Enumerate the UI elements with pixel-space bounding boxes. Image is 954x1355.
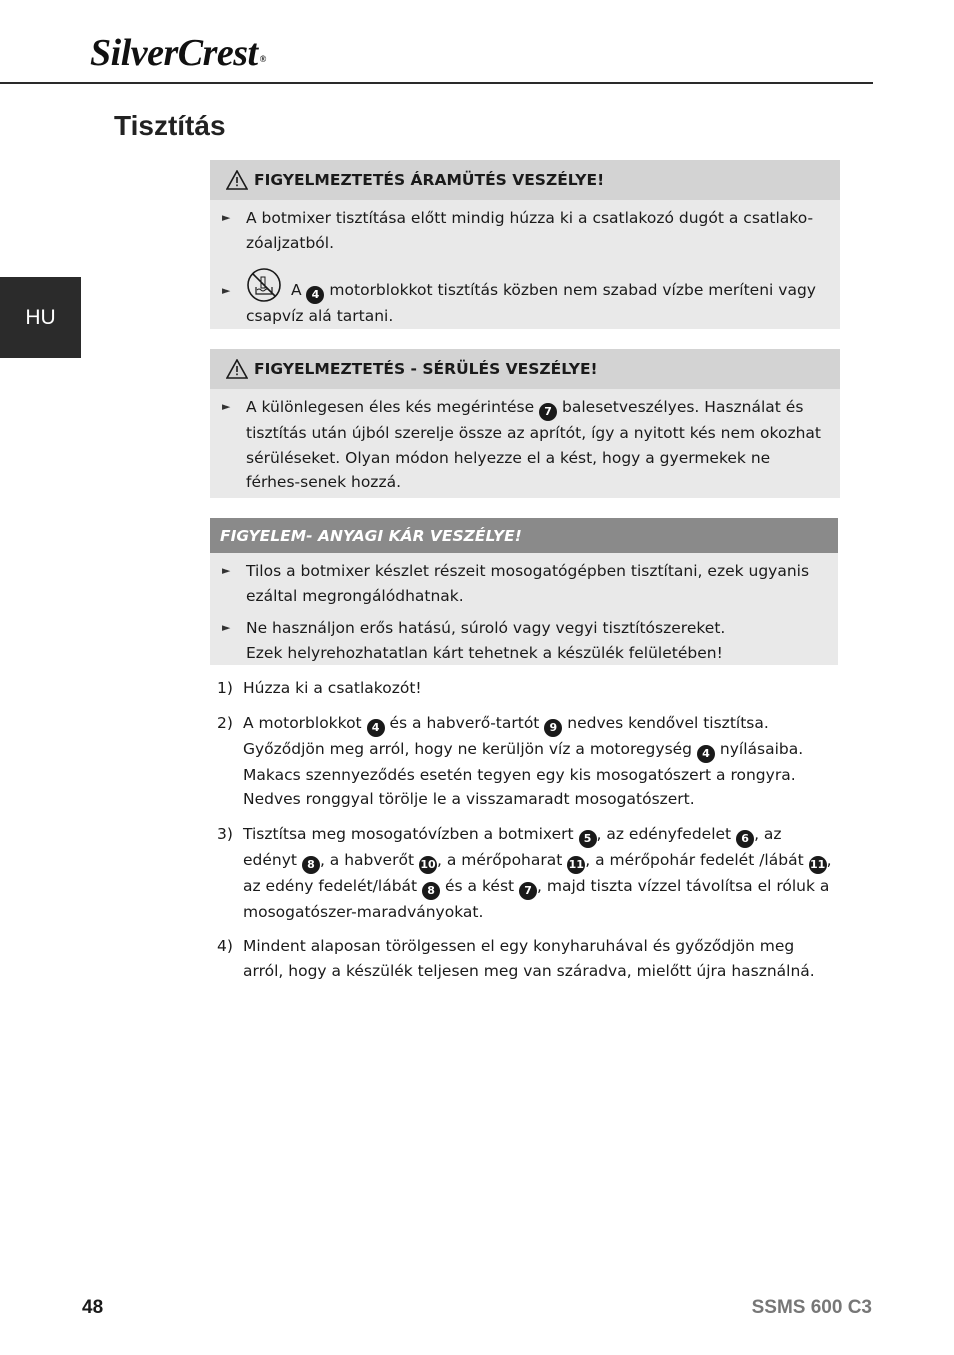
language-label: HU [25, 305, 56, 329]
no-immersion-icon [246, 267, 282, 303]
warning-title: FIGYELMEZTETÉS ÁRAMÜTÉS VESZÉLYE! [254, 171, 605, 189]
page-number: 48 [82, 1297, 104, 1318]
model-number: SSMS 600 C3 [751, 1297, 872, 1318]
step-text: és a kést [445, 876, 515, 895]
warning-header [210, 349, 840, 389]
part-number-badge: 10 [419, 856, 437, 874]
item-text: balesetveszélyes. Használat és tisztítás után újból szerelje össze az aprítót, így a nyitott kés nem okozhat sérüléseket. Olyan módon helyezze el a kést, hogy a gyermekek ne férhes-senek hozzá. [246, 398, 821, 491]
step-text: nedves kendővel tisztítsa. Győződjön meg arról, hogy ne kerüljön víz a motoregység [243, 713, 769, 758]
item-text: Ne használjon erős hatású, súroló vagy vegyi tisztítószereket. [246, 619, 726, 637]
arrow-bullet-icon: ► [222, 284, 231, 297]
step-text: , az edény fedelét/lábát [243, 850, 832, 895]
part-number-badge: 4 [306, 286, 324, 304]
step-text: Mindent alaposan törölgessen el egy konyharuhával és győződjön meg arról, hogy a készülék teljesen meg van száradva, mielőtt újra használná. [243, 937, 815, 980]
step-item [217, 822, 832, 925]
part-number-badge: 7 [539, 403, 557, 421]
step-text: nyílásaiba. Makacs szennyeződés esetén tegyen egy kis mosogatószert a rongyra. Nedves ronggyal törölje le a visszamaradt mosogatószert. [243, 739, 804, 808]
part-number-badge: 5 [579, 830, 597, 848]
item-text: A botmixer tisztítása előtt mindig húzza ki a csatlakozó dugót a csatlako-zóaljzatból. [246, 209, 814, 252]
item-text: Ezek helyrehozhatatlan kárt tehetnek a készülék felületében! [246, 643, 723, 662]
step-text: Tisztítsa meg mosogatóvízben a botmixert [243, 824, 574, 843]
injury-warning-box [210, 349, 840, 498]
step-text: , az edényfedelet [596, 824, 732, 843]
warning-triangle-icon [226, 359, 248, 379]
language-tab [0, 277, 81, 358]
step-text: , a mérőpoharat [436, 850, 563, 869]
item-text: A [290, 281, 302, 299]
step-text: , az edényt [243, 824, 782, 869]
warning-header [210, 160, 840, 200]
part-number-badge: 11 [567, 856, 585, 874]
item-text: A különlegesen éles kés megérintése [246, 398, 535, 416]
list-item [222, 395, 826, 495]
step-number: 3) [217, 824, 233, 843]
arrow-bullet-icon: ► [222, 621, 231, 634]
item-text: Tilos a botmixer készlet részeit mosogatógépben tisztítani, ezek ugyanis ezáltal megrongálódhatnak. [246, 562, 810, 605]
cleaning-steps [217, 676, 832, 993]
page-title: Tisztítás [114, 110, 226, 141]
list-item [222, 616, 824, 665]
arrow-bullet-icon: ► [222, 400, 231, 413]
property-damage-caution-box [210, 518, 838, 665]
warning-triangle-icon [226, 170, 248, 190]
step-text: Húzza ki a csatlakozót! [243, 679, 422, 697]
item-text: motorblokkot tisztítás közben nem szabad vízbe meríteni vagy csapvíz alá tartani. [246, 281, 816, 325]
step-number: 1) [217, 679, 233, 697]
step-item [217, 934, 832, 983]
brand-logo-text: SilverCrest [90, 32, 258, 74]
arrow-bullet-icon: ► [222, 211, 231, 224]
part-number-badge: 9 [544, 719, 562, 737]
step-text: , a mérőpohár fedelét /lábát [585, 850, 804, 869]
header-rule [0, 82, 873, 84]
list-item [222, 206, 826, 255]
step-item [217, 711, 832, 812]
part-number-badge: 11 [809, 856, 827, 874]
caution-header [210, 518, 838, 553]
step-text: A motorblokkot [243, 713, 362, 732]
list-item [222, 559, 824, 608]
registered-mark: ® [259, 54, 266, 64]
electric-shock-warning-box [210, 160, 840, 329]
list-item [222, 267, 826, 329]
part-number-badge: 4 [367, 719, 385, 737]
step-item [217, 676, 832, 701]
part-number-badge: 6 [736, 830, 754, 848]
step-number: 4) [217, 937, 233, 955]
part-number-badge: 8 [302, 856, 320, 874]
step-text: , a habverőt [319, 850, 415, 869]
brand-logo [90, 33, 266, 73]
step-text: , majd tiszta vízzel távolítsa el róluk a mosogatószer-maradványokat. [243, 876, 830, 921]
part-number-badge: 4 [697, 745, 715, 763]
caution-title: FIGYELEM- ANYAGI KÁR VESZÉLYE! [220, 526, 522, 545]
part-number-badge: 8 [422, 882, 440, 900]
step-number: 2) [217, 713, 233, 732]
part-number-badge: 7 [519, 882, 537, 900]
arrow-bullet-icon: ► [222, 564, 231, 577]
step-text: és a habverő-tartót [389, 713, 540, 732]
warning-title: FIGYELMEZTETÉS - SÉRÜLÉS VESZÉLYE! [254, 360, 598, 378]
